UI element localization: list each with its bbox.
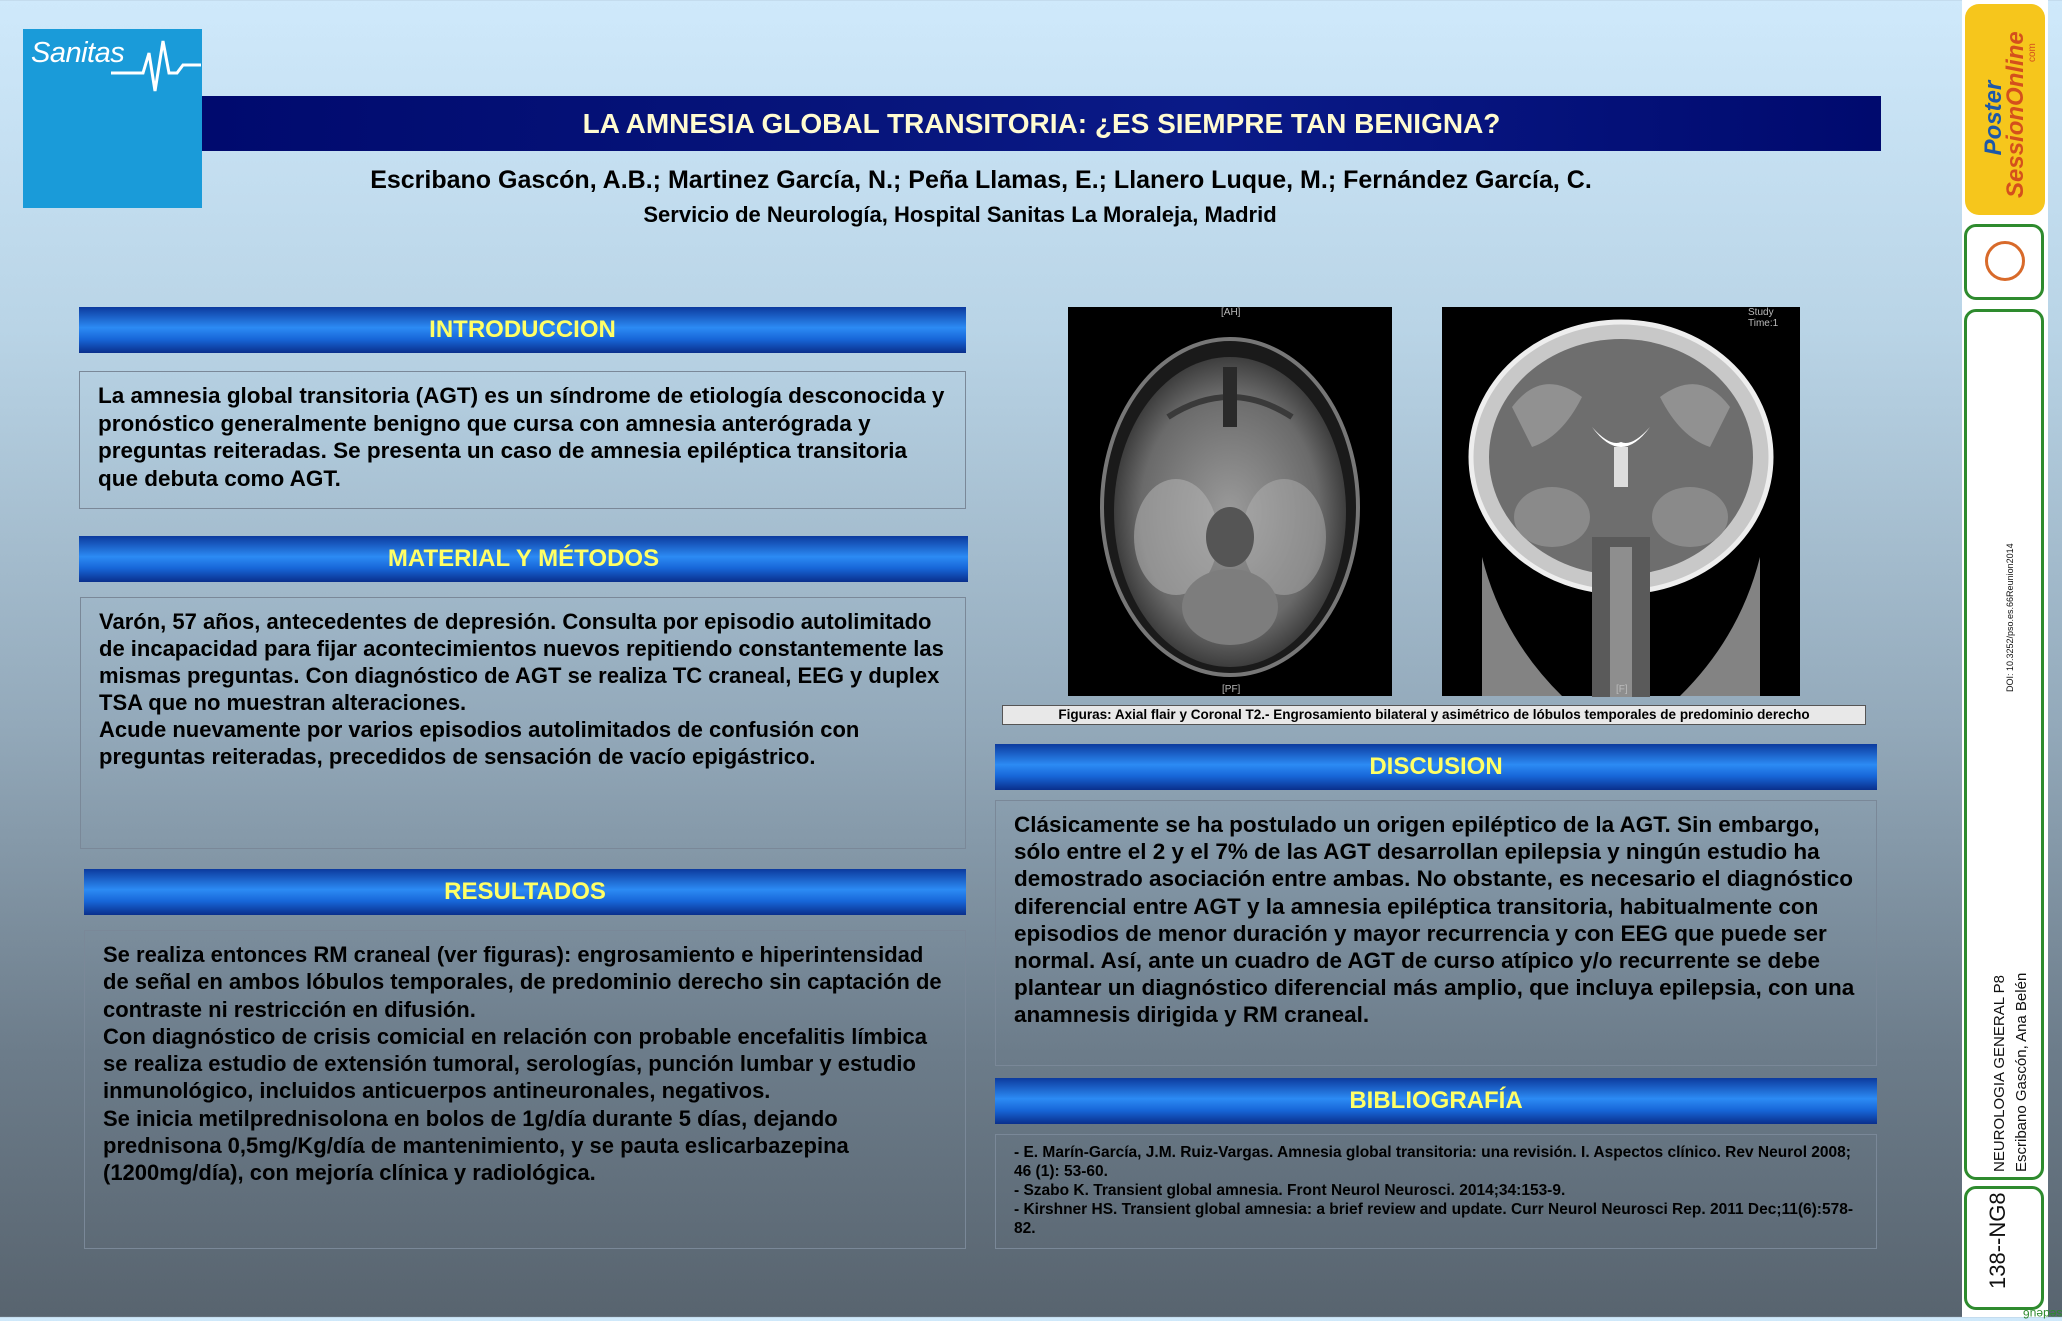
- author-text: Escribano Gascón, Ana Belén: [2013, 972, 2030, 1172]
- poster-info-tab[interactable]: [1964, 309, 2044, 1180]
- mri-coronal-image: [1442, 307, 1800, 696]
- society-emblem-tab[interactable]: [1964, 224, 2044, 300]
- coronal-bottom-label: [F]: [1616, 684, 1628, 695]
- discusion-text: Clásicamente se ha postulado un origen epiléptico de la AGT. Sin embargo, sólo entre el 2 y el 7% de las AGT desarrollan epilepsia y ningún estudio ha demostrado asociación entre ambas. No obstante, es necesario el diagnóstico diferencial entre AGT y la amnesia epiléptica transitoria, habitualmente con episodios de menor duración y mayor recurrencia y con EEG que puede ser normal. Así, ante un cuadro de AGT de curso atípico y/o recurrente se debe plantear un diagnóstico diferencial más amplio, que incluya epilepsia, con una anamnesis dirigida y RM craneal.: [1014, 812, 1855, 1028]
- discusion-box: [995, 800, 1877, 1066]
- postersession-brand: [1980, 31, 2029, 198]
- brand-session: SessionOnline: [2002, 31, 2029, 198]
- resultados-p3: Se inicia metilprednisolona en bolos de 1g/día durante 5 días, dejando prednisona 0,5mg/Kg/día de mantenimiento, y se pauta eslicarbazepina (1200mg/día), con mejoría clínica y radiológica.: [103, 1105, 849, 1186]
- poster-code-tab[interactable]: [1964, 1186, 2062, 1321]
- axial-bottom-label: [PF]: [1222, 684, 1241, 695]
- resultados-p1: Se realiza entonces RM craneal (ver figuras): engrosamiento e hiperintensidad de señal en ambos lóbulos temporales, de predominio derecho sin captación de contraste ni restricción en difusión.: [103, 942, 942, 1022]
- coronal-top-label: Study Time:1: [1748, 307, 1779, 329]
- axial-top-label: [AH]: [1221, 307, 1241, 318]
- category-text: NEUROLOGIA GENERAL P8: [1991, 974, 2008, 1172]
- introduccion-text: La amnesia global transitoria (AGT) es un síndrome de etiología desconocida y pronóstico generalmente benigno que cursa con amnesia anterógrada y preguntas reiteradas. Se presenta un caso de amnesia epiléptica transitoria que debuta como AGT.: [98, 383, 945, 491]
- affiliation: Servicio de Neurología, Hospital Sanitas La Moraleja, Madrid: [643, 202, 1277, 227]
- material-p1: Varón, 57 años, antecedentes de depresión. Consulta por episodio autolimitado de incapacidad para fijar acontecimientos nuevos repitiendo constantemente las mismas preguntas. Con diagnóstico de AGT se realiza TC craneal, EEG y duplex TSA que no muestran alteraciones.: [99, 609, 944, 715]
- resultados-p2: Con diagnóstico de crisis comicial en relación con probable encefalitis límbica se realiza estudio de extensión tumoral, serologías, punción lumbar y estudio inmunológico, incluidos anticuerpos antineuronales, negativos.: [103, 1023, 928, 1104]
- society-code: sedeu6: [2023, 1307, 2062, 1321]
- axial-brain-drawing: [1068, 307, 1392, 696]
- material-heading: MATERIAL Y MÉTODOS: [79, 536, 968, 582]
- bibliografia-box: [995, 1134, 1877, 1249]
- bibliografia-ref3: - Kirshner HS. Transient global amnesia: a brief review and update. Curr Neurol Neurosci Rep. 2011 Dec;11(6):578-82.: [1014, 1201, 1853, 1237]
- heartbeat-icon: [111, 33, 201, 93]
- figures-caption: Figuras: Axial flair y Coronal T2.- Engrosamiento bilateral y asimétrico de lóbulos temporales de predominio derecho: [1002, 705, 1866, 725]
- material-p2: Acude nuevamente por varios episodios autolimitados de confusión con preguntas reiteradas, precedidos de sensación de vacío epigástrico.: [99, 717, 860, 769]
- bibliografia-ref1: - E. Marín-García, J.M. Ruiz-Vargas. Amnesia global transitoria: una revisión. I. Aspectos clínico. Rev Neurol 2008; 46 (1): 53-60.: [1014, 1144, 1851, 1180]
- poster-title: LA AMNESIA GLOBAL TRANSITORIA: ¿ES SIEMPRE TAN BENIGNA?: [202, 96, 1881, 151]
- right-sidebar: [1962, 0, 2062, 1321]
- mri-axial-image: [1068, 307, 1392, 696]
- brand-com: com: [2027, 43, 2038, 62]
- resultados-box: [84, 930, 966, 1249]
- bibliografia-ref2: - Szabo K. Transient global amnesia. Front Neurol Neurosci. 2014;34:153-9.: [1014, 1182, 1566, 1199]
- bibliografia-heading: BIBLIOGRAFÍA: [995, 1078, 1877, 1124]
- postersession-tab[interactable]: [1965, 4, 2045, 215]
- introduccion-heading: INTRODUCCION: [79, 307, 966, 353]
- doi-text: DOI: 10.3252/pso.es.66Reunion2014: [2005, 543, 2015, 692]
- poster-code: 138--NG8: [1985, 1192, 2010, 1289]
- introduccion-box: [79, 371, 966, 509]
- authors: Escribano Gascón, A.B.; Martinez García, N.; Peña Llamas, E.; Llanero Luque, M.; Fernández García, C.: [370, 166, 1592, 194]
- discusion-heading: DISCUSION: [995, 744, 1877, 790]
- society-emblem-icon: [1985, 241, 2025, 281]
- logo-text: Sanitas: [31, 37, 125, 69]
- material-box: [80, 597, 966, 849]
- brand-poster: Poster: [1980, 80, 2007, 156]
- resultados-heading: RESULTADOS: [84, 869, 966, 915]
- coronal-brain-drawing: [1442, 307, 1800, 696]
